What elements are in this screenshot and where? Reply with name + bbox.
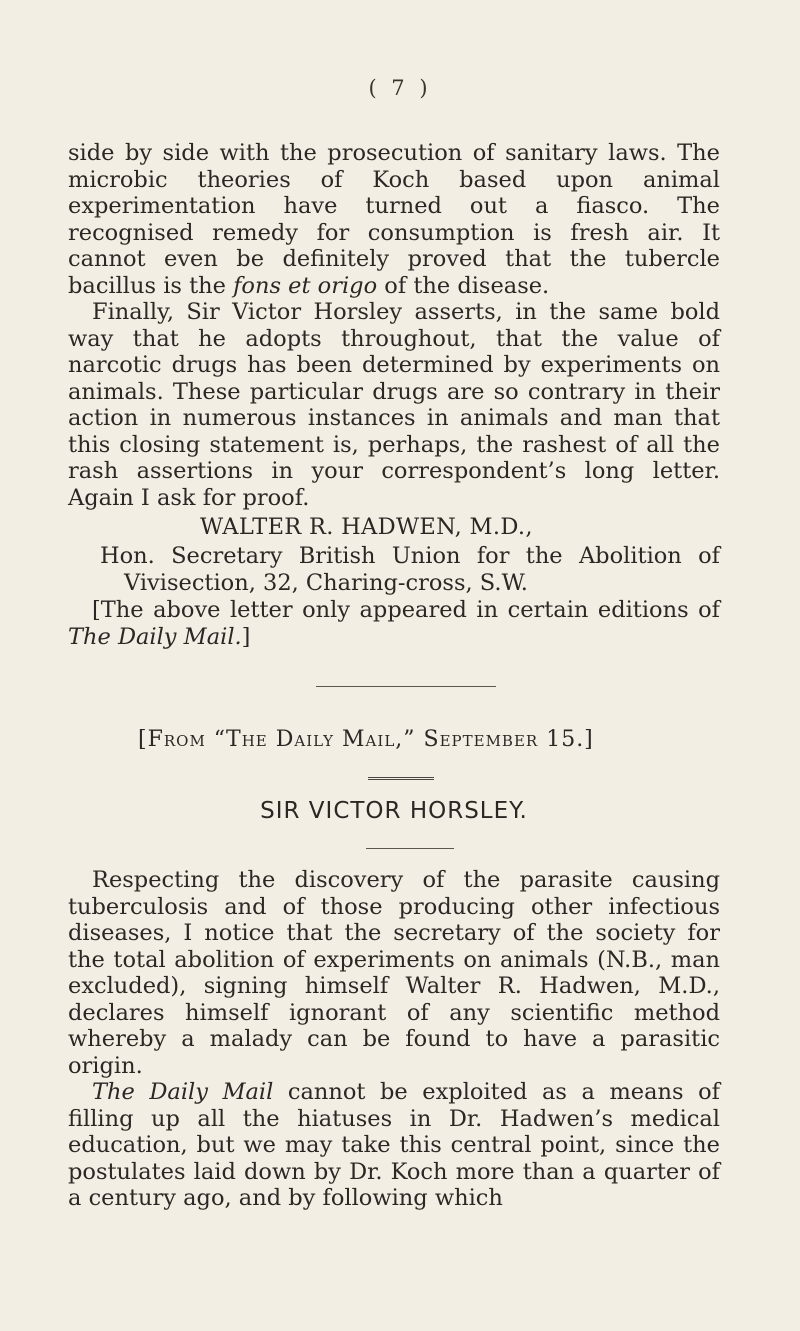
letter-paragraph-2: Finally, Sir Victor Horsley asserts, in the same bold way that he adopts throughout, that the value of narcotic drugs has been determined by experiments on animals. These particular drugs are so contrary in their action in numerous instances in animals and man that this closing statement is, perhaps, the rashest of all the rash assertions in your correspondent’s long letter. Again I ask for proof.	[68, 299, 720, 511]
article-heading: SIR VICTOR HORSLEY.	[260, 798, 528, 824]
heading-divider	[366, 848, 454, 849]
editorial-note-close: ]	[241, 623, 251, 650]
newspaper-name: The Daily Mail	[92, 1079, 274, 1105]
editorial-note-paper: The Daily Mail.	[68, 623, 242, 650]
editorial-note	[68, 597, 720, 650]
letter-paragraph-1-end: of the disease.	[384, 272, 550, 299]
signature-title: Hon. Secretary British Union for the Abolition of Vivisection, 32, Charing-cross, S.W.	[100, 543, 720, 596]
article-paragraph-2	[68, 1079, 720, 1212]
page-number: ( 7 )	[368, 76, 432, 100]
letter-paragraph-1	[68, 140, 720, 299]
article-paragraph-1: Respecting the discovery of the parasite causing tuberculosis and of those producing other infectious diseases, I notice that the secretary of the society for the total abolition of experiments on animals (N.B., man excluded), signing himself Walter R. Hadwen, M.D., declares himself ignorant of any scientific method whereby a malady can be found to have a parasitic origin.	[68, 867, 720, 1079]
article-paragraph-2-text: cannot be exploited as a means of filling up all the hiatuses in Dr. Hadwen’s medical education, but we may take this central point, since the postulates laid down by Dr. Koch more than a quarter of a century ago, and by following which	[68, 1079, 720, 1211]
ornament-rule	[368, 777, 434, 784]
letter-paragraph-1-text: side by side with the prosecution of sanitary laws. The microbic theories of Koch based upon animal experimentation have turned out a fiasco. The recognised remedy for consumption is fresh air. It cannot even be definitely proved that the tubercle bacillus is the	[68, 140, 720, 299]
section-divider	[316, 686, 496, 687]
signature-name: WALTER R. HADWEN, M.D.,	[200, 514, 533, 540]
latin-phrase: fons et origo	[233, 272, 378, 299]
source-line: [From “The Daily Mail,” September 15.]	[138, 727, 594, 752]
editorial-note-text: [The above letter only appeared in certain editions of	[92, 597, 720, 623]
